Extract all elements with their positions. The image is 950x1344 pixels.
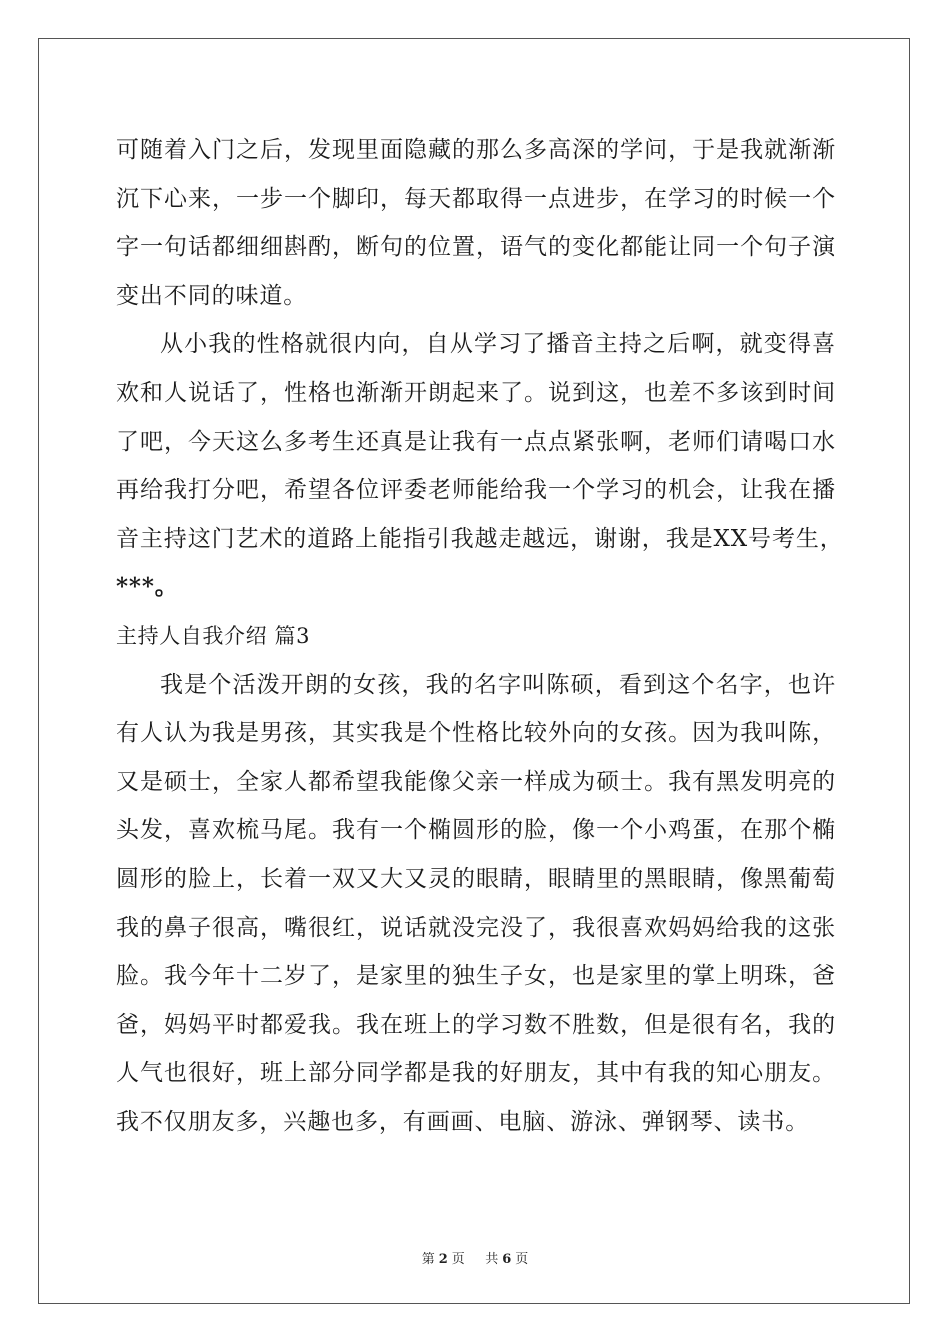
text-line: 圆形的脸上，长着一双又大又灵的眼睛，眼睛里的黑眼睛，像黑葡萄 [116, 865, 836, 892]
text-line: 欢和人说话了，性格也渐渐开朗起来了。说到这，也差不多该到时间 [116, 379, 836, 406]
paragraph-first-line: 从小我的性格就很内向，自从学习了播音主持之后啊，就变得喜 [160, 331, 836, 358]
section-heading: 主持人自我介绍 篇3 [116, 623, 311, 648]
page-indicator [420, 1252, 467, 1267]
text-line: 了吧，今天这么多考生还真是让我有一点点紧张啊，老师们请喝口水 [116, 428, 836, 455]
text-line: 头发，喜欢梳马尾。我有一个椭圆形的脸，像一个小鸡蛋，在那个椭 [116, 817, 836, 844]
text-line: ***。 [116, 573, 179, 601]
document-body [116, 126, 844, 1146]
total-suffix: 页 [515, 1252, 529, 1267]
text-line: 我不仅朋友多，兴趣也多，有画画、电脑、游泳、弹钢琴、读书。 [116, 1108, 810, 1135]
text-line: 我的鼻子很高，嘴很红，说话就没完没了，我很喜欢妈妈给我的这张 [116, 914, 836, 941]
total-prefix: 共 [485, 1252, 499, 1267]
text-line: 有人认为我是男孩，其实我是个性格比较外向的女孩。因为我叫陈， [116, 720, 836, 747]
text-line: 再给我打分吧，希望各位评委老师能给我一个学习的机会，让我在播 [116, 477, 836, 504]
text-line: 人气也很好，班上部分同学都是我的好朋友，其中有我的知心朋友。 [116, 1060, 836, 1087]
text-line: 又是硕士，全家人都希望我能像父亲一样成为硕士。我有黑发明亮的 [116, 768, 836, 795]
text-line: 音主持这门艺术的道路上能指引我越走越远，谢谢，我是XX号考生， [116, 525, 844, 552]
total-page-count: 6 [502, 1252, 512, 1267]
text-line: 可随着入门之后，发现里面隐藏的那么多高深的学问，于是我就渐渐 [116, 137, 836, 163]
page-number: 2 [438, 1252, 448, 1267]
page-footer [0, 1248, 950, 1267]
text-line: 脸。我今年十二岁了，是家里的独生子女，也是家里的掌上明珠，爸 [116, 963, 836, 990]
text-line: 变出不同的味道。 [116, 282, 308, 309]
text-line: 爸，妈妈平时都爱我。我在班上的学习数不胜数，但是很有名，我的 [116, 1011, 836, 1038]
text-line: 字一句话都细细斟酌，断句的位置，语气的变化都能让同一个句子演 [116, 234, 836, 261]
page-suffix: 页 [451, 1252, 465, 1267]
paragraph-first-line: 我是个活泼开朗的女孩，我的名字叫陈硕，看到这个名字，也许 [160, 671, 836, 698]
page-prefix: 第 [421, 1252, 435, 1267]
text-line: 沉下心来，一步一个脚印，每天都取得一点进步，在学习的时候一个 [116, 185, 836, 212]
total-pages-indicator [483, 1252, 530, 1267]
